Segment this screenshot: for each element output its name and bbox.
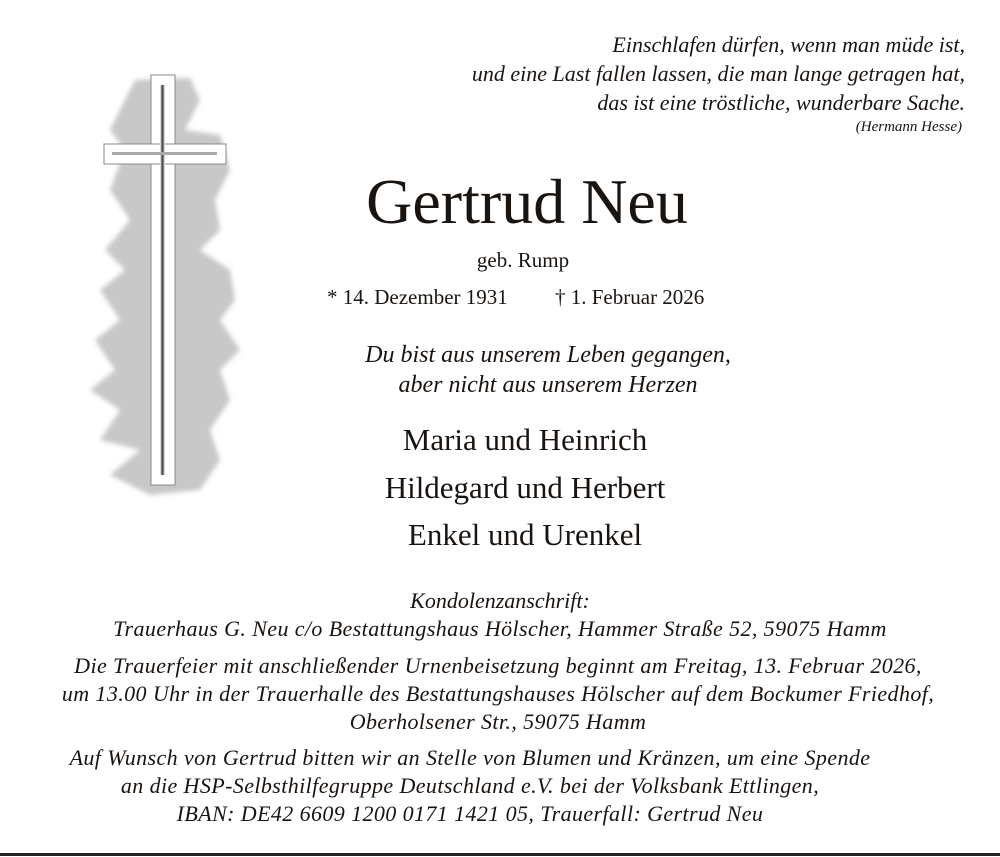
quote-line: das ist eine tröstliche, wunderbare Sache. [597, 90, 965, 115]
mourner: Hildegard und Herbert [384, 470, 666, 505]
birth-date: * 14. Dezember 1931 [327, 285, 508, 309]
verse-line: aber nicht aus unserem Herzen [398, 372, 698, 398]
condolence-address: Trauerhaus G. Neu c/o Bestattungshaus Hölscher, Hammer Straße 52, 59075 Hamm [113, 616, 887, 641]
ceremony-line: um 13.00 Uhr in der Trauerhalle des Bestattungshauses Hölscher auf dem Bockumer Friedhof, [61, 681, 935, 706]
deceased-name: Gertrud Neu [366, 166, 688, 237]
cross-icon [80, 70, 340, 510]
quote-line: Einschlafen dürfen, wenn man müde ist, [612, 32, 965, 57]
mourner: Enkel und Urenkel [407, 517, 643, 552]
condolence-label: Kondolenzanschrift: [410, 588, 590, 613]
death-date: † 1. Februar 2026 [555, 285, 705, 309]
ceremony-line: Oberholsener Str., 59075 Hamm [349, 709, 647, 734]
verse-line: Du bist aus unserem Leben gegangen, [365, 342, 731, 368]
maiden-name: geb. Rump [476, 248, 570, 272]
donation-line: an die HSP-Selbsthilfegruppe Deutschland e.V. bei der Volksbank Ettlingen, [120, 773, 820, 798]
donation-line: Auf Wunsch von Gertrud bitten wir an Stelle von Blumen und Kränzen, um eine Spende [69, 745, 871, 770]
ceremony-line: Die Trauerfeier mit anschließender Urnenbeisetzung beginnt am Freitag, 13. Februar 2026, [74, 653, 922, 678]
quote-author: (Hermann Hesse) [855, 119, 962, 135]
donation-line: IBAN: DE42 6609 1200 0171 1421 05, Trauerfall: Gertrud Neu [176, 801, 764, 826]
mourner: Maria und Heinrich [402, 422, 648, 457]
quote-line: und eine Last fallen lassen, die man lange getragen hat, [471, 61, 965, 86]
